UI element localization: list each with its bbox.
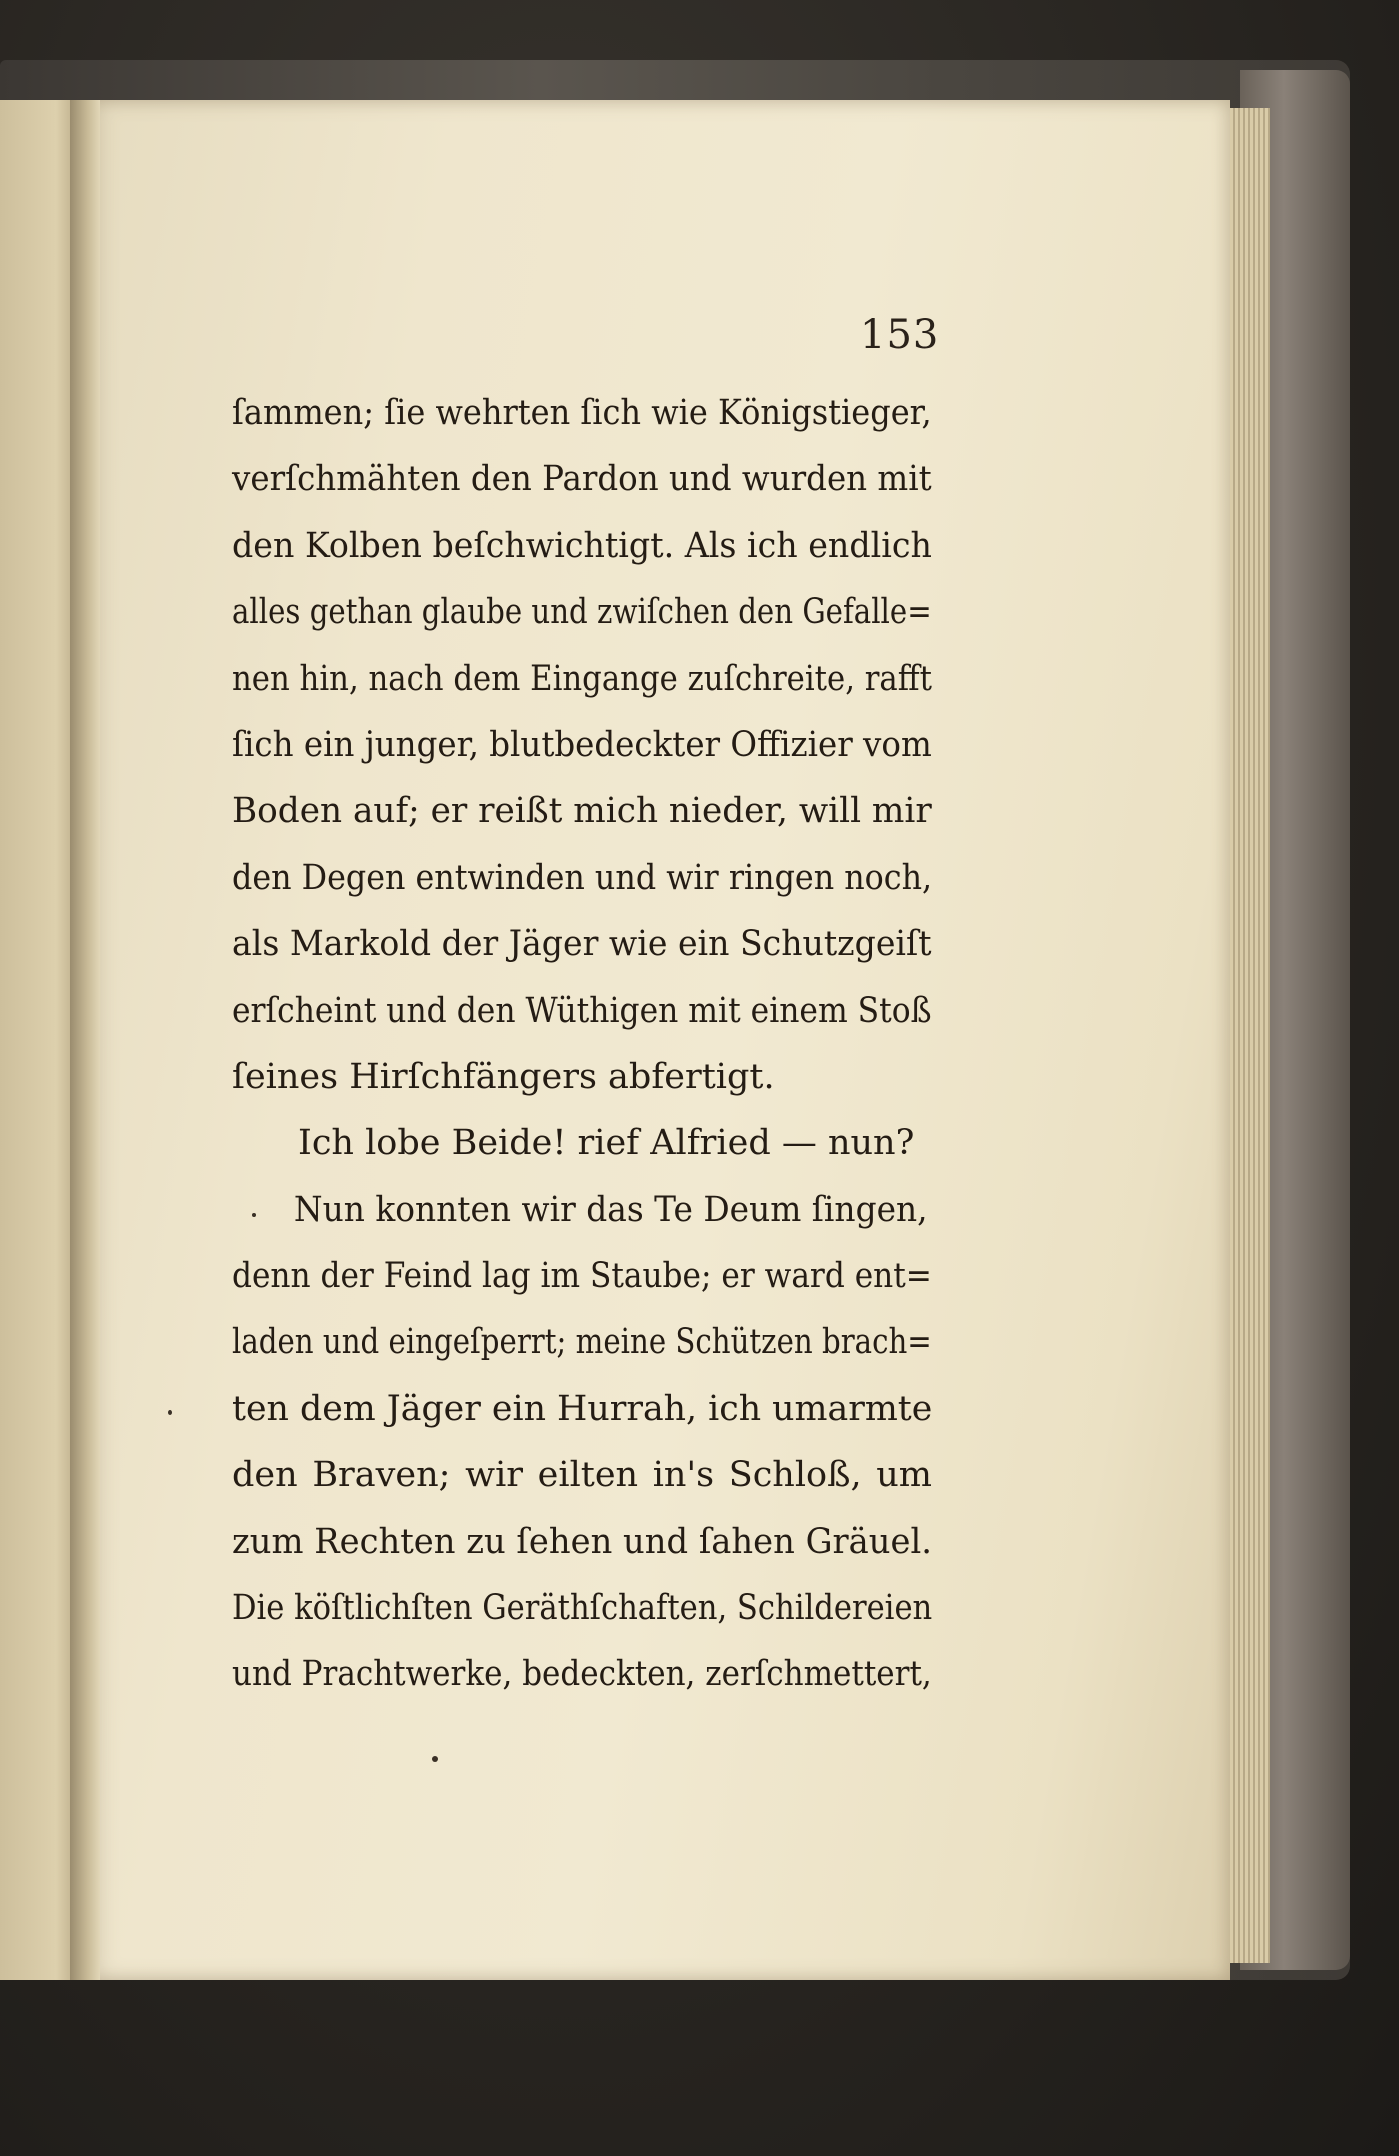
paper-speck — [168, 1410, 172, 1415]
text-line: Ich lobe Beide! rief Alfried — nun? — [298, 1123, 915, 1164]
text-line: Boden auf; er reißt mich nieder, will mir — [232, 791, 932, 832]
text-line: und Prachtwerke, bedeckten, zerſchmettert, — [232, 1654, 932, 1695]
paper-speck — [432, 1756, 438, 1762]
book-gutter — [70, 100, 100, 1980]
text-line: ſammen; ſie wehrten ſich wie Königstieger, — [232, 393, 932, 433]
text-line: den Degen entwinden und wir ringen noch, — [232, 857, 933, 898]
paper-speck — [252, 1213, 256, 1217]
page-number: 153 — [860, 312, 940, 358]
text-line: verſchmähten den Pardon und wurden mit — [232, 459, 932, 500]
text-line: denn der Feind lag im Staube; er ward ent= — [232, 1256, 932, 1297]
text-line: Nun konnten wir das Te Deum ſingen, — [293, 1189, 928, 1230]
page-text — [232, 380, 932, 1708]
facing-page-edge — [0, 100, 80, 1980]
text-line: nen hin, nach dem Eingange zuſchreite, rafft — [232, 658, 932, 699]
text-line: den Braven; wir eilten in's Schloß, um — [232, 1455, 932, 1496]
text-line: den Kolben beſchwichtigt. Als ich endlich — [232, 525, 932, 566]
text-line: erſcheint und den Wüthigen mit einem Stoß — [232, 990, 932, 1031]
text-line: laden und eingeſperrt; meine Schützen brach= — [232, 1322, 932, 1363]
text-line: Die köſtlichſten Geräthſchaften, Schildereien — [232, 1588, 933, 1629]
text-line: als Markold der Jäger wie ein Schutzgeiſt — [232, 924, 932, 965]
text-line: zum Rechten zu ſehen und ſahen Gräuel. — [232, 1521, 932, 1562]
text-line: ten dem Jäger ein Hurrah, ich umarmte — [232, 1388, 933, 1429]
text-line: ſeines Hirſchfängers abfertigt. — [232, 1056, 775, 1097]
text-line: ſich ein junger, blutbedeckter Offizier vom — [232, 724, 932, 765]
text-line: alles gethan glaube und zwiſchen den Gefalle= — [232, 592, 932, 633]
